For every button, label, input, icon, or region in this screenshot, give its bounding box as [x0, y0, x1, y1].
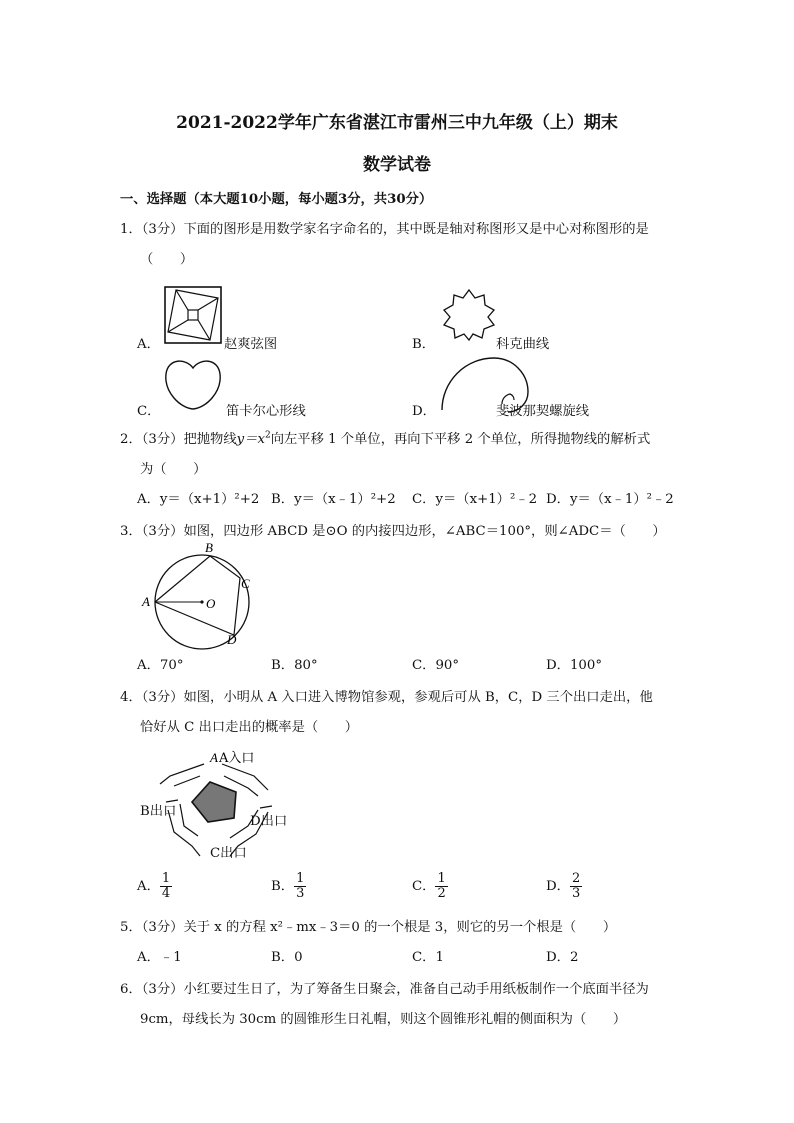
- cyclic-quadrilateral-figure: [140, 540, 260, 650]
- q6-stem-line1: 6．（3分）小红要过生日了，为了筹备生日聚会，准备自己动手用纸板制作一个底面半径为: [120, 982, 649, 997]
- q1-option-a-letter[interactable]: A．: [137, 337, 160, 352]
- q5-option-d[interactable]: D．2: [546, 950, 579, 965]
- q1-stem-line1: 1．（3分）下面的图形是用数学家名字命名的，其中既是轴对称图形又是中心对称图形的是: [120, 222, 649, 237]
- q6-stem-line2: 9cm，母线长为 30cm 的圆锥形生日礼帽，则这个圆锥形礼帽的侧面积为（ ）: [140, 1012, 627, 1027]
- q4-label-d: D出口: [250, 814, 288, 829]
- q5-stem: 5．（3分）关于 x 的方程 x²﹣mx﹣3＝0 的一个根是 3，则它的另一个根是（ ）: [120, 920, 617, 935]
- q1-option-d-caption: 斐波那契螺旋线: [496, 404, 590, 419]
- q1-option-c-letter[interactable]: C．: [137, 404, 161, 419]
- q2-option-c[interactable]: C．y＝（x+1）²﹣2: [412, 492, 538, 507]
- q5-option-b[interactable]: B．0: [271, 950, 303, 965]
- paper-title-line1: 2021-2022学年广东省湛江市雷州三中九年级（上）期末: [176, 113, 618, 133]
- q2-option-b[interactable]: B．y＝（x﹣1）²+2: [271, 492, 396, 507]
- q4-stem-line1: 4．（3分）如图，小明从 A 入口进入博物馆参观，参观后可从 B，C，D 三个出口走出，他: [120, 690, 653, 705]
- q5-option-c[interactable]: C．1: [412, 950, 444, 965]
- q3-label-b: B: [205, 540, 213, 555]
- q3-option-d[interactable]: D．100°: [546, 658, 602, 673]
- q4-option-a[interactable]: A． $\frac{1}{4}$: [137, 871, 171, 901]
- q3-option-a[interactable]: A．70°: [137, 658, 184, 673]
- paper-title-line2: 数学试卷: [363, 155, 431, 175]
- koch-curve-figure: [440, 288, 498, 340]
- q4-label-a: AA入口: [210, 750, 255, 766]
- q3-label-a: A: [142, 594, 150, 609]
- q2-stem-line2: 为（ ）: [140, 462, 207, 477]
- q3-label-d: D: [227, 632, 237, 647]
- q1-option-c-caption: 笛卡尔心形线: [226, 404, 306, 419]
- q1-stem-line2: （ ）: [140, 252, 194, 267]
- q4-option-b[interactable]: B． $\frac{1}{3}$: [271, 871, 305, 901]
- q2-stem-line1: 2．（3分）把抛物线$y=x^2$向左平移 1 个单位，再向下平移 2 个单位，所得抛物线的解析式: [120, 430, 651, 447]
- q2-option-d[interactable]: D．y＝（x﹣1）²﹣2: [546, 492, 674, 507]
- q3-stem: 3．（3分）如图，四边形 ABCD 是⊙O 的内接四边形，∠ABC＝100°，则∠ADC＝（ ）: [120, 524, 666, 539]
- q2-option-a[interactable]: A．y＝（x+1）²+2: [137, 492, 260, 507]
- q4-stem-line2: 恰好从 C 出口走出的概率是（ ）: [140, 720, 359, 735]
- q4-label-b: B出口: [140, 804, 177, 819]
- zhaoshuang-diagram-figure: [164, 286, 222, 344]
- q1-option-b-letter[interactable]: B．: [412, 337, 436, 352]
- section-heading: 一、选择题（本大题10小题，每小题3分，共30分）: [120, 192, 433, 207]
- q1-option-b-caption: 科克曲线: [496, 337, 550, 352]
- q3-label-c: C: [241, 576, 250, 591]
- q3-option-b[interactable]: B．80°: [271, 658, 318, 673]
- cardioid-figure: [162, 356, 224, 412]
- q4-option-c[interactable]: C． $\frac{1}{2}$: [412, 871, 446, 901]
- q5-option-a[interactable]: A．﹣1: [137, 950, 182, 965]
- q4-label-c: C出口: [210, 846, 247, 861]
- q1-option-a-caption: 赵爽弦图: [224, 337, 278, 352]
- q3-option-c[interactable]: C．90°: [412, 658, 460, 673]
- q1-option-d-letter[interactable]: D．: [412, 404, 436, 419]
- q4-option-d[interactable]: D． $\frac{2}{3}$: [546, 871, 581, 901]
- q3-label-o: O: [206, 596, 216, 611]
